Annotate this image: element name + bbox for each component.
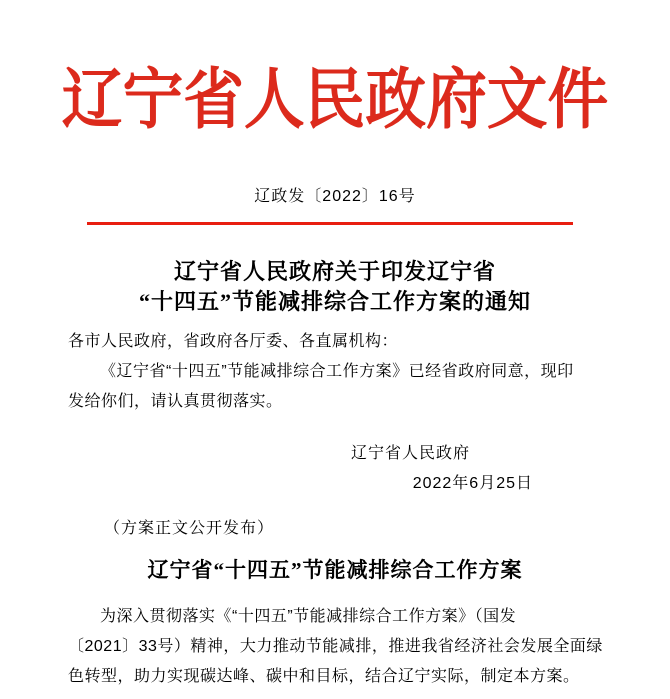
- plan-body: [68, 602, 602, 692]
- document-number: 辽政发〔2022〕16号: [254, 188, 416, 205]
- plan-body-line: 为深入贯彻落实《“十四五”节能减排综合工作方案》（国发: [100, 608, 517, 625]
- notice-title: [0, 257, 670, 317]
- notice-title-line-2: “十四五”节能减排综合工作方案的通知: [138, 289, 531, 314]
- plan-body-line: 〔2021〕33号）精神，大力推动节能减排，推进我省经济社会发展全面绿: [68, 638, 603, 655]
- plan-body-line: 色转型，助力实现碳达峰、碳中和目标，结合辽宁实际，制定本方案。: [68, 668, 580, 685]
- notice-body-line: 《辽宁省“十四五”节能减排综合工作方案》已经省政府同意，现印: [100, 363, 574, 380]
- signature-issuer: 辽宁省人民政府: [350, 445, 470, 462]
- government-masthead: 辽宁省人民政府文件: [61, 64, 609, 137]
- notice-title-line-1: 辽宁省人民政府关于印发辽宁省: [173, 259, 496, 284]
- red-divider-rule: [87, 222, 573, 225]
- public-release-note: （方案正文公开发布）: [104, 520, 275, 537]
- notice-salutation: 各市人民政府，省政府各厅委、各直属机构：: [68, 333, 399, 350]
- notice-body: [68, 327, 602, 417]
- signature-date: 2022年6月25日: [412, 475, 533, 492]
- notice-body-line: 发给你们，请认真贯彻落实。: [68, 393, 283, 410]
- plan-section-title: 辽宁省“十四五”节能减排综合工作方案: [147, 558, 523, 582]
